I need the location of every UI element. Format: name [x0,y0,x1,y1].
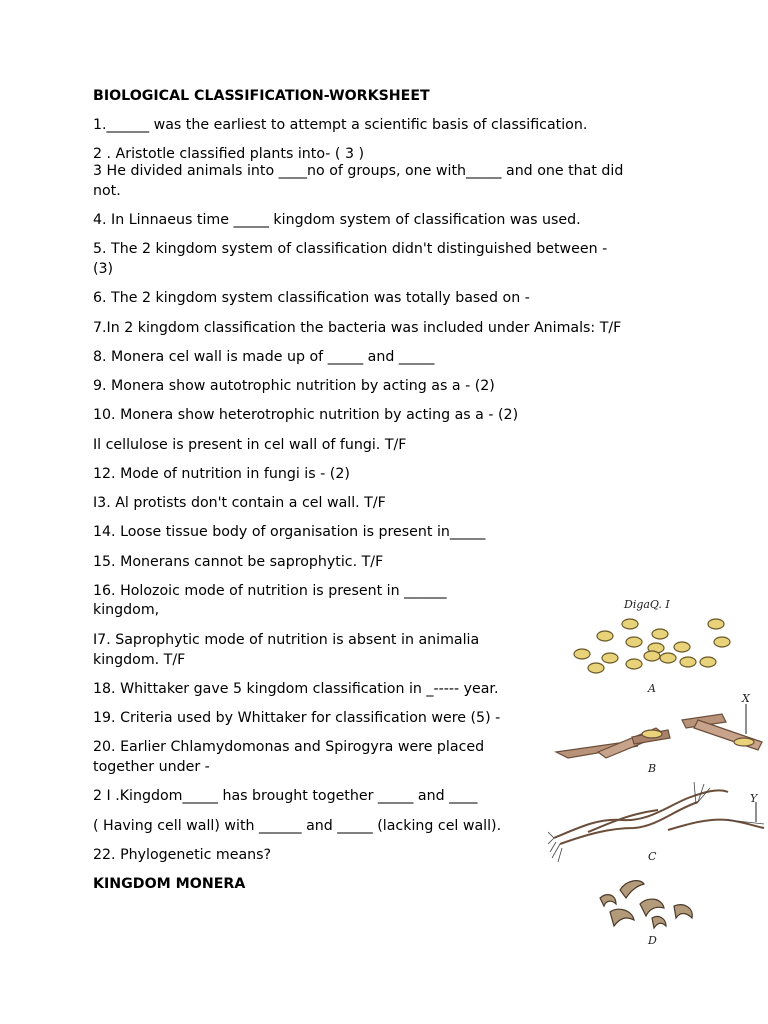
section-heading: KINGDOM MONERA [93,876,246,892]
question-line: 4. In Linnaeus time _____ kingdom system of classification was used. [93,212,581,228]
question-line: kingdom, [93,602,160,618]
question-line: kingdom. T/F [93,652,186,668]
question-line: 15. Monerans cannot be saprophytic. T/F [93,554,384,570]
question-line: 14. Loose tissue body of organisation is present in_____ [93,524,486,540]
question-line: 5. The 2 kingdom system of classification didn't distinguished between - [93,241,608,257]
question-line: 12. Mode of nutrition in fungi is - (2) [93,466,350,482]
question-line: 20. Earlier Chlamydomonas and Spirogyra were placed [93,739,485,755]
question-line: 6. The 2 kingdom system classification was totally based on - [93,290,530,306]
question-line: together under - [93,759,210,775]
filament-group [554,790,764,844]
question-line: 2 I .Kingdom_____ has brought together _____ and ____ [93,788,478,804]
cocci-cluster [574,619,730,673]
question-line: 2 . Aristotle classified plants into- ( 3 ) [93,146,365,162]
question-line: not. [93,183,121,199]
label-c: C [648,850,657,863]
question-line: 16. Holozoic mode of nutrition is present in ______ [93,583,447,599]
question-line: 18. Whittaker gave 5 kingdom classification in _----- year. [93,681,499,697]
marker-y: Y [750,792,758,805]
question-line: 9. Monera show autotrophic nutrition by acting as a - (2) [93,378,495,394]
bacilli-group [556,714,762,758]
marker-x: X [742,692,750,705]
question-line: 8. Monera cel wall is made up of _____ and _____ [93,349,435,365]
vibrio-group [600,881,692,928]
question-line: (3) [93,261,114,277]
figure-caption: DigaQ. I [624,598,670,611]
question-line: ( Having cell wall) with ______ and _____ (lacking cel wall). [93,818,502,834]
question-line: 1.______ was the earliest to attempt a scientific basis of classification. [93,117,588,133]
question-line: 3 He divided animals into ____no of groups, one with_____ and one that did [93,163,624,179]
label-b: B [648,762,657,775]
question-line: 7.In 2 kingdom classification the bacteria was included under Animals: T/F [93,320,622,336]
question-line: I3. Al protists don't contain a cel wall. T/F [93,495,386,511]
question-line: Il cellulose is present in cel wall of fungi. T/F [93,437,407,453]
question-line: I7. Saprophytic mode of nutrition is absent in animalia [93,632,480,648]
question-line: 22. Phylogenetic means? [93,847,272,863]
question-line: 10. Monera show heterotrophic nutrition by acting as a - (2) [93,407,519,423]
label-a: A [648,682,656,695]
question-line: 19. Criteria used by Whittaker for classification were (5) - [93,710,501,726]
label-d: D [648,934,657,947]
bacteria-diagram [548,592,766,952]
worksheet-title: BIOLOGICAL CLASSIFICATION-WORKSHEET [93,88,430,104]
